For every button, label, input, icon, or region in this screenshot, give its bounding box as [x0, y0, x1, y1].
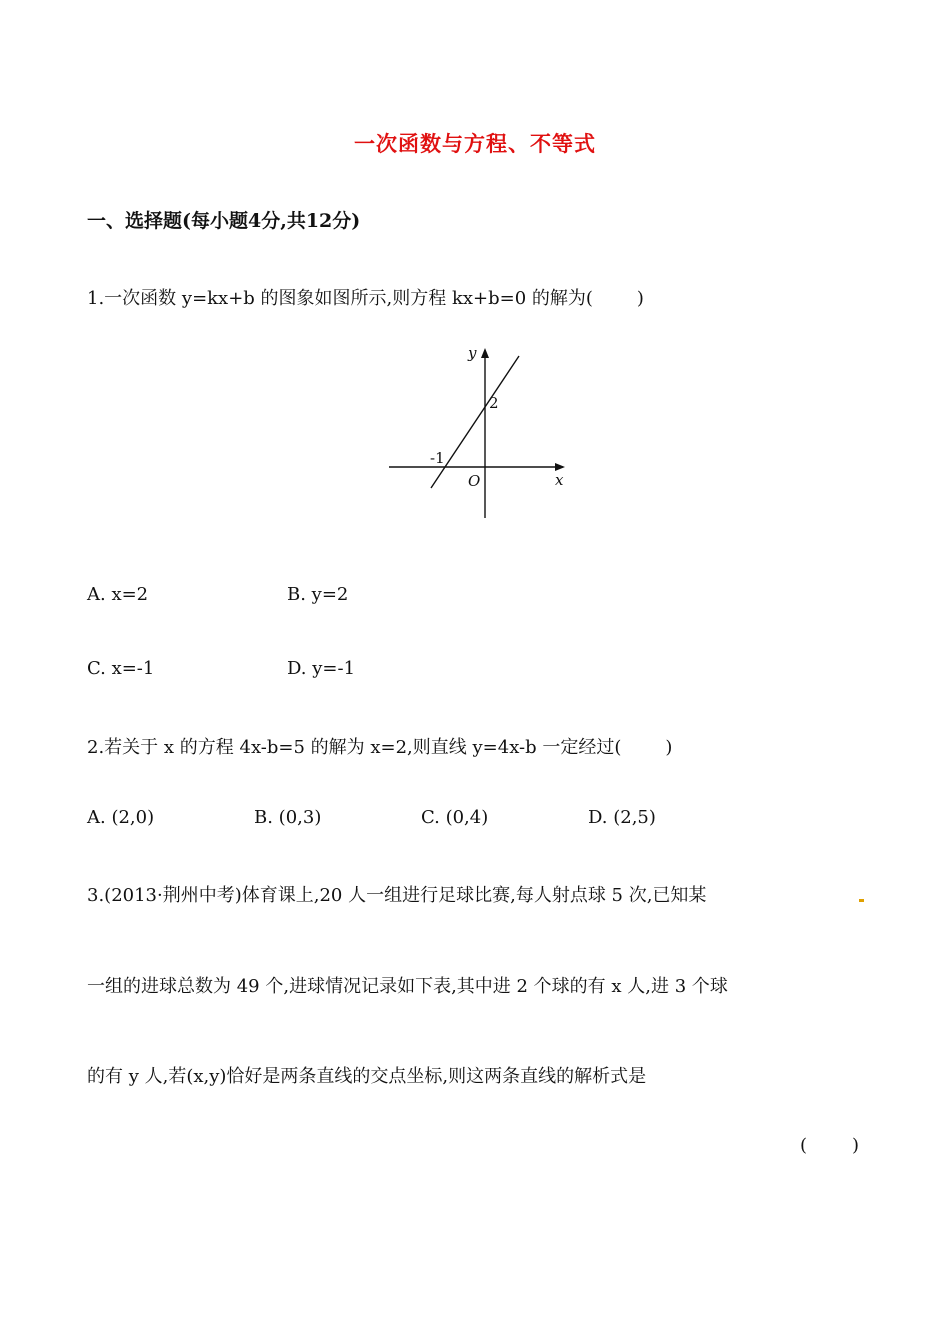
q2-option-a: A. (2,0) [87, 807, 155, 828]
q1-option-d: D. y=-1 [287, 658, 356, 679]
q1-option-b: B. y=2 [287, 584, 349, 605]
y-intercept-label: 2 [489, 394, 499, 412]
q2-option-c: C. (0,4) [421, 807, 489, 828]
question-2-close-paren: ) [665, 737, 673, 758]
question-1-close-paren: ) [636, 288, 644, 309]
question-3-line-2: 一组的进球总数为 49 个,进球情况记录如下表,其中进 2 个球的有 x 人,进 3 个球 [87, 976, 728, 997]
question-3-line-1: 3.(2013·荆州中考)体育课上,20 人一组进行足球比赛,每人射点球 5 次,已知某 [87, 885, 707, 906]
x-axis-label: x [555, 471, 564, 489]
origin-label: O [468, 472, 481, 490]
x-axis-arrow [555, 463, 565, 471]
question-1 [87, 284, 644, 310]
section-heading: 一、选择题(每小题4分,共12分) [87, 210, 361, 232]
cursor-mark [859, 899, 864, 902]
question-3-line-3: 的有 y 人,若(x,y)恰好是两条直线的交点坐标,则这两条直线的解析式是 [87, 1066, 647, 1087]
q1-option-a: A. x=2 [87, 584, 149, 605]
q2-option-d: D. (2,5) [588, 807, 656, 828]
question-2-stem: 2.若关于 x 的方程 4x-b=5 的解为 x=2,则直线 y=4x-b 一定经过( [87, 737, 622, 758]
q1-option-c: C. x=-1 [87, 658, 155, 679]
page-title: 一次函数与方程、不等式 [354, 131, 596, 156]
question-3-close-paren: ) [852, 1135, 860, 1156]
y-axis-arrow [481, 348, 489, 358]
question-3-open-paren: ( [800, 1135, 808, 1156]
question-2 [87, 733, 672, 759]
question-1-stem: 1.一次函数 y=kx+b 的图象如图所示,则方程 kx+b=0 的解为( [87, 288, 593, 309]
y-axis-label: y [468, 344, 477, 362]
x-intercept-label: -1 [430, 449, 445, 467]
linear-function-graph [385, 340, 570, 525]
q2-option-b: B. (0,3) [254, 807, 322, 828]
function-line [431, 356, 519, 488]
